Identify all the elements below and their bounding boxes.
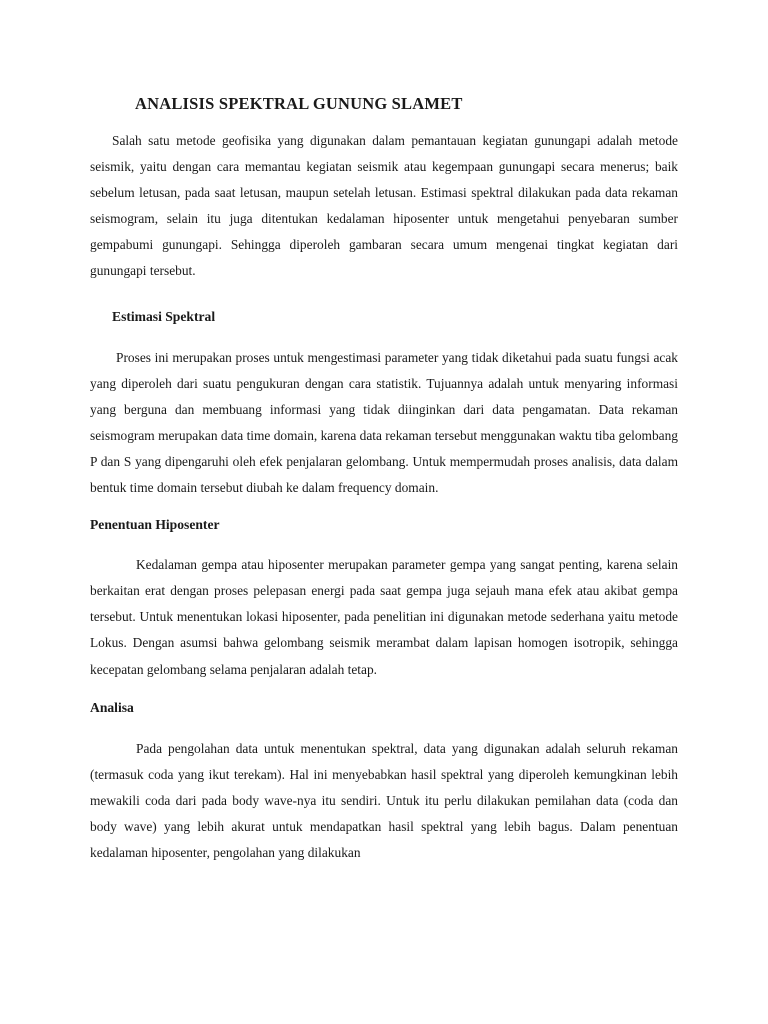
intro-paragraph: Salah satu metode geofisika yang digunakan dalam pemantauan kegiatan gunungapi adalah metode seismik, yaitu dengan cara memantau kegiatan seismik atau kegempaan gunungapi secara menerus; baik sebelum letusan, pada saat letusan, maupun setelah letusan. Estimasi spektral dilakukan pada data rekaman seismogram, selain itu juga ditentukan kedalaman hiposenter untuk mengetahui penyebaran sumber gempabumi gunungapi. Sehingga diperoleh gambaran secara umum mengenai tingkat kegiatan dari gunungapi tersebut. [90, 133, 678, 279]
section-body-penentuan-hiposenter: Kedalaman gempa atau hiposenter merupakan parameter gempa yang sangat penting, karena selain berkaitan erat dengan proses pelepasan energi pada saat gempa juga sejauh mana efek atau akibat gempa tersebut. Untuk menentukan lokasi hiposenter, pada penelitian ini digunakan metode sederhana yaitu metode Lokus. Dengan asumsi bahwa gelombang seismik merambat dalam lapisan homogen isotropik, sehingga kecepatan gelombang selama penjalaran adalah tetap. [90, 557, 678, 677]
document-page [90, 86, 678, 866]
document-title: ANALISIS SPEKTRAL GUNUNG SLAMET [135, 94, 463, 113]
section-body-estimasi-spektral: Proses ini merupakan proses untuk mengestimasi parameter yang tidak diketahui pada suatu fungsi acak yang diperoleh dari suatu pengukuran dengan cara statistik. Tujuannya adalah untuk menyaring informasi yang berguna dan membuang informasi yang tidak diinginkan dari data pengamatan. Data rekaman seismogram merupakan data time domain, karena data rekaman tersebut menggunakan waktu tiba gelombang P dan S yang dipengaruhi oleh efek penjalaran gelombang. Untuk mempermudah proses analisis, data dalam bentuk time domain tersebut diubah ke dalam frequency domain. [90, 349, 678, 496]
section-heading-estimasi-spektral: Estimasi Spektral [112, 308, 216, 324]
section-body-analisa: Pada pengolahan data untuk menentukan spektral, data yang digunakan adalah seluruh rekaman (termasuk coda yang ikut terekam). Hal ini menyebabkan hasil spektral yang diperoleh kemungkinan lebih mewakili coda dari pada body wave-nya itu sendiri. Untuk itu perlu dilakukan pemilahan data (coda dan body wave) yang lebih akurat untuk mendapatkan hasil spektral yang lebih bagus. Dalam penentuan kedalaman hiposenter, pengolahan yang dilakukan [90, 740, 678, 860]
section-heading-analisa: Analisa [90, 699, 134, 715]
section-heading-penentuan-hiposenter: Penentuan Hiposenter [90, 517, 220, 533]
